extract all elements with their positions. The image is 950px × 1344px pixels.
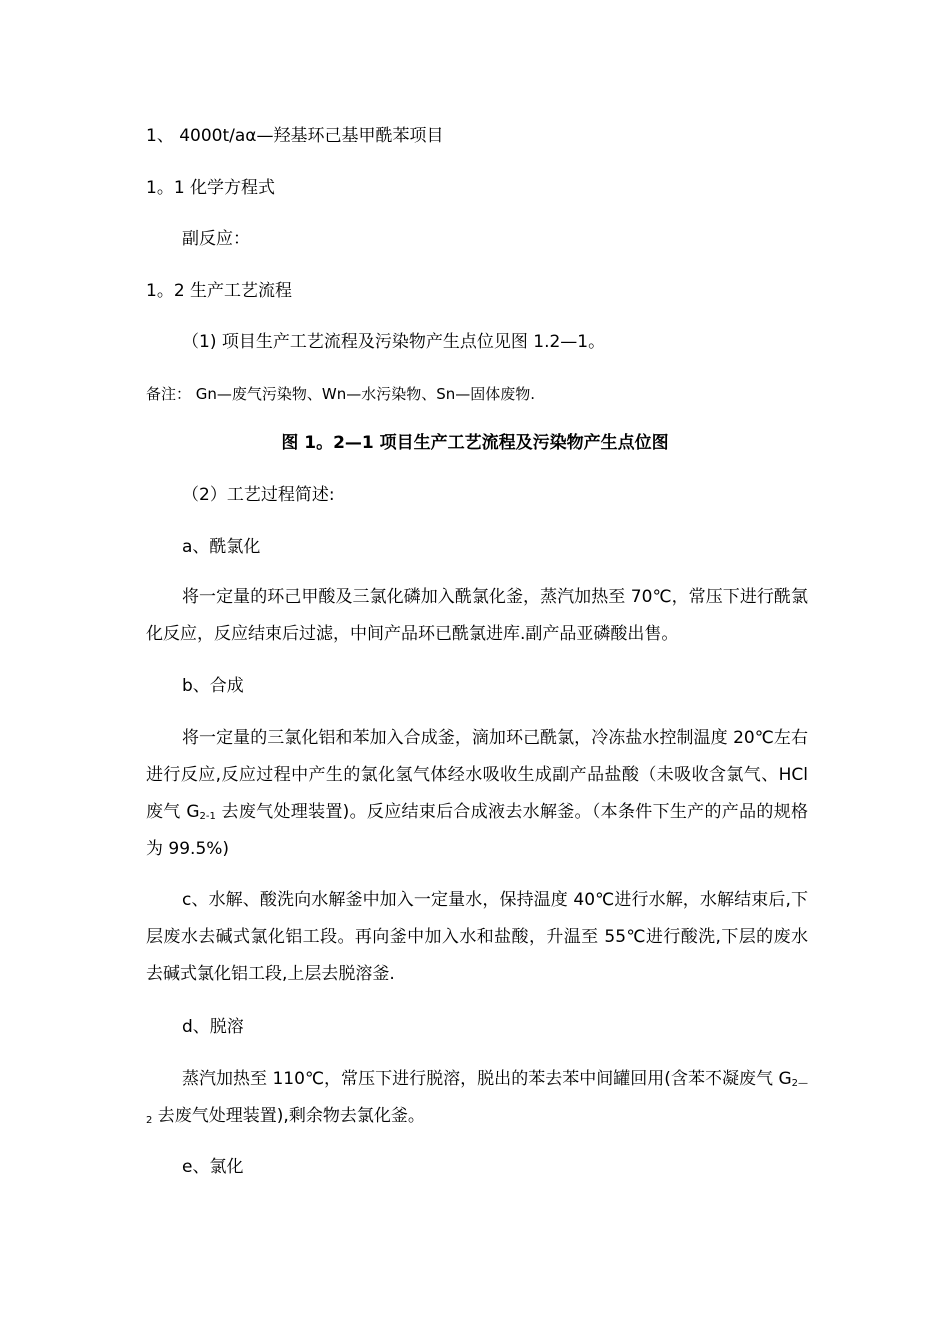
side-reaction-label: 副反应： [182,229,250,249]
step-d-body: 蒸汽加热至 110℃，常压下进行脱溶，脱出的苯去苯中间罐回用(含苯不凝废气 $G_{2—2}$ 去废气处理装置),剩余物去氯化釜。 [146,1069,808,1126]
step-b-title: b、合成 [182,676,244,696]
section-1-2-heading: 1。2 生产工艺流程 [146,281,293,301]
step-c-body: c、水解、酸洗向水解釜中加入一定量水，保持温度 40℃进行水解，水解结束后,下层废水去碱式氯化铝工段。再向釜中加入水和盐酸，升温至 55℃进行酸洗,下层的废水去碱式氯化铝工段,上层去脱溶釜. [146,890,808,984]
step-b-body: 将一定量的三氯化铝和苯加入合成釜，滴加环己酰氯，冷冻盐水控制温度 20℃左右进行反应,反应过程中产生的氯化氢气体经水吸收生成副产品盐酸（未吸收含氯气、HCl 废气 $G_{2-1}$ 去废气处理装置)。反应结束后合成液去水解釜。（本条件下生产的产品的规格为 99.5%) [146,728,808,859]
step-d-title: d、脱溶 [182,1017,244,1037]
step-e-title: e、氯化 [182,1157,244,1177]
project-heading: 1、 4000t/aα—羟基环己基甲酰苯项目 [146,126,444,146]
step-a-body: 将一定量的环己甲酸及三氯化磷加入酰氯化釜，蒸汽加热至 70℃，常压下进行酰氯化反应，反应结束后过滤，中间产品环已酰氯进库.副产品亚磷酸出售。 [146,587,808,644]
step-a-title: a、酰氯化 [182,537,261,557]
item-2-text: （2）工艺过程简述: [182,485,335,505]
figure-note: 备注： Gn—废气污染物、Wn—水污染物、Sn—固体废物. [146,385,536,403]
item-1-text: （1) 项目生产工艺流程及污染物产生点位见图 1.2—1。 [182,332,606,352]
figure-caption: 图 1。2—1 项目生产工艺流程及污染物产生点位图 [281,433,669,453]
section-1-1-heading: 1。1 化学方程式 [146,178,276,198]
